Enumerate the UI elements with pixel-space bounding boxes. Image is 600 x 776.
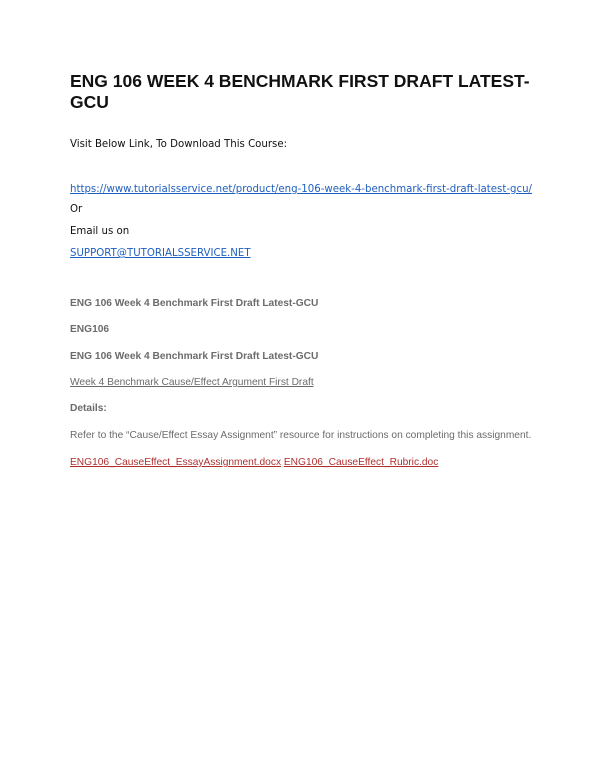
course-url-link[interactable]: https://www.tutorialsservice.net/product/eng-106-week-4-benchmark-first-draft-latest-gcu/ [70,184,532,195]
visit-text: Visit Below Link, To Download This Course: [70,139,288,150]
document-title: ENG 106 WEEK 4 BENCHMARK FIRST DRAFT LATEST-GCU [70,71,530,112]
assignment-link[interactable]: Week 4 Benchmark Cause/Effect Argument First Draft [70,377,314,388]
file-links [70,456,438,470]
essay-assignment-file-link[interactable]: ENG106_CauseEffect_EssayAssignment.docx [70,457,282,468]
support-email-line [70,247,251,261]
instructions-text: Refer to the “Cause/Effect Essay Assignment” resource for instructions on completing this assignment. [70,430,532,441]
heading-two: ENG 106 Week 4 Benchmark First Draft Latest-GCU [70,351,319,362]
assignment-link-line [70,376,314,390]
details-label: Details: [70,403,107,414]
heading-one: ENG 106 Week 4 Benchmark First Draft Latest-GCU [70,298,319,309]
course-code: ENG106 [70,324,110,335]
support-email-link[interactable]: SUPPORT@TUTORIALSSERVICE.NET [70,248,251,259]
course-url-line [70,183,532,197]
email-text: Email us on [70,226,130,237]
rubric-file-link[interactable]: ENG106_CauseEffect_Rubric.doc [283,457,439,468]
or-text: Or [70,204,83,215]
